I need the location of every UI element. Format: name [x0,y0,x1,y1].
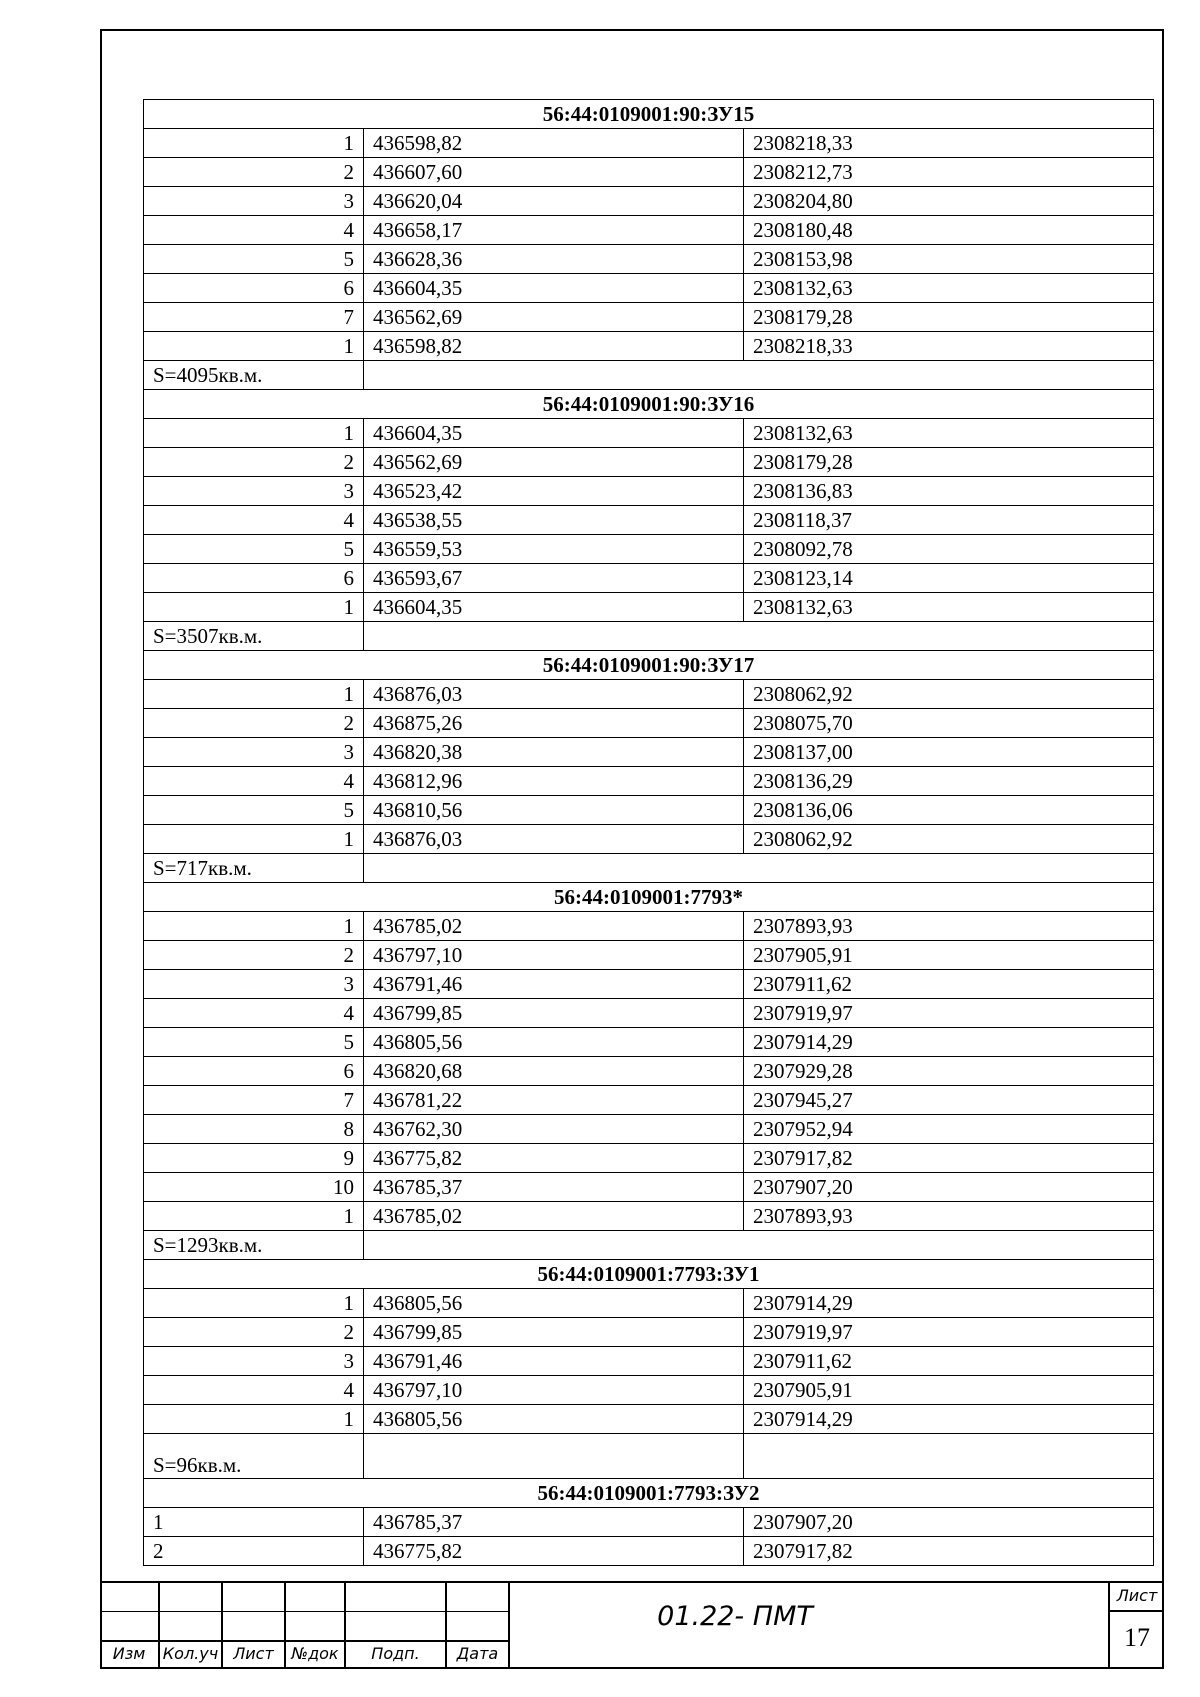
table-row [144,129,1154,158]
table-row [144,1057,1154,1086]
coord-x: 436805,56 [364,1028,744,1057]
parcel-id: 56:44:0109001:90:ЗУ17 [144,651,1154,680]
point-number: 5 [144,1028,364,1057]
point-number: 6 [144,274,364,303]
table-row [144,245,1154,274]
coord-y: 2308218,33 [744,332,1154,361]
coord-y: 2308075,70 [744,709,1154,738]
table-row [144,593,1154,622]
point-number: 1 [144,1405,364,1434]
coord-y: 2308136,83 [744,477,1154,506]
coord-y: 2307914,29 [744,1028,1154,1057]
point-number: 9 [144,1144,364,1173]
table-row [144,274,1154,303]
coord-y: 2308118,37 [744,506,1154,535]
point-number: 3 [144,738,364,767]
table-row [144,1318,1154,1347]
area-row [144,1434,1154,1479]
coord-x: 436876,03 [364,680,744,709]
point-number: 3 [144,970,364,999]
coord-x: 436812,96 [364,767,744,796]
label-data: Дата [456,1644,499,1663]
point-number: 1 [144,1202,364,1231]
coord-y: 2308062,92 [744,680,1154,709]
coord-x: 436805,56 [364,1405,744,1434]
coord-x: 436538,55 [364,506,744,535]
point-number: 5 [144,535,364,564]
coord-x: 436791,46 [364,970,744,999]
table-row [144,332,1154,361]
area-value: S=717кв.м. [144,854,364,883]
table-row [144,448,1154,477]
parcel-id: 56:44:0109001:90:ЗУ15 [144,100,1154,129]
point-number: 2 [144,1318,364,1347]
table-row [144,796,1154,825]
coord-y: 2307907,20 [744,1508,1154,1537]
table-row [144,738,1154,767]
label-kol-uch: Кол.уч [162,1644,219,1663]
point-number: 6 [144,564,364,593]
parcel-id: 56:44:0109001:7793* [144,883,1154,912]
coord-y: 2308136,29 [744,767,1154,796]
table-row [144,999,1154,1028]
table-row [144,1537,1154,1566]
area-row [144,1231,1154,1260]
coord-y: 2307952,94 [744,1115,1154,1144]
coord-y: 2308132,63 [744,593,1154,622]
coord-y: 2307914,29 [744,1405,1154,1434]
table-row [144,216,1154,245]
coord-y: 2307945,27 [744,1086,1154,1115]
table-row [144,303,1154,332]
coord-x: 436876,03 [364,825,744,854]
table-row [144,477,1154,506]
section-header-row [144,100,1154,129]
sheet-number: 17 [1124,1623,1150,1652]
point-number: 1 [144,680,364,709]
coord-x: 436805,56 [364,1289,744,1318]
empty-cell [364,361,1154,390]
table-row [144,506,1154,535]
point-number: 2 [144,448,364,477]
coord-x: 436785,02 [364,912,744,941]
coord-y: 2308132,63 [744,419,1154,448]
table-row [144,941,1154,970]
label-izm: Изм [112,1644,146,1663]
coord-y: 2307919,97 [744,999,1154,1028]
area-value: S=3507кв.м. [144,622,364,651]
area-value: S=4095кв.м. [144,361,364,390]
empty-cell [744,1434,1154,1479]
coord-x: 436799,85 [364,1318,744,1347]
coord-y: 2308179,28 [744,303,1154,332]
empty-cell [364,622,1154,651]
coord-x: 436875,26 [364,709,744,738]
point-number: 10 [144,1173,364,1202]
point-number: 2 [144,1537,364,1566]
coord-x: 436562,69 [364,448,744,477]
point-number: 3 [144,477,364,506]
area-value: S=96кв.м. [144,1434,364,1479]
coord-x: 436523,42 [364,477,744,506]
coord-y: 2308092,78 [744,535,1154,564]
coord-y: 2308137,00 [744,738,1154,767]
section-header-row [144,883,1154,912]
parcel-id: 56:44:0109001:7793:ЗУ1 [144,1260,1154,1289]
document-code: 01.22- ПМТ [657,1601,813,1632]
table-row [144,825,1154,854]
point-number: 1 [144,1508,364,1537]
coord-x: 436593,67 [364,564,744,593]
point-number: 4 [144,216,364,245]
coord-x: 436628,36 [364,245,744,274]
point-number: 1 [144,129,364,158]
label-list: Лист [233,1644,274,1663]
coord-y: 2308180,48 [744,216,1154,245]
table-row [144,1144,1154,1173]
point-number: 6 [144,1057,364,1086]
coord-x: 436598,82 [364,332,744,361]
coord-x: 436604,35 [364,593,744,622]
section-header-row [144,1479,1154,1508]
coord-y: 2307905,91 [744,941,1154,970]
table-row [144,1028,1154,1057]
point-number: 3 [144,1347,364,1376]
table-row [144,564,1154,593]
coord-y: 2308204,80 [744,187,1154,216]
coord-y: 2307929,28 [744,1057,1154,1086]
coord-y: 2307917,82 [744,1537,1154,1566]
table-row [144,1202,1154,1231]
empty-cell [364,854,1154,883]
area-row [144,854,1154,883]
coord-x: 436785,37 [364,1173,744,1202]
point-number: 1 [144,1289,364,1318]
point-number: 8 [144,1115,364,1144]
table-row [144,1347,1154,1376]
coord-y: 2307905,91 [744,1376,1154,1405]
coord-y: 2307911,62 [744,1347,1154,1376]
section-header-row [144,1260,1154,1289]
empty-cell [364,1434,744,1479]
coord-x: 436775,82 [364,1537,744,1566]
point-number: 4 [144,1376,364,1405]
point-number: 4 [144,506,364,535]
table-row [144,419,1154,448]
area-value: S=1293кв.м. [144,1231,364,1260]
point-number: 1 [144,912,364,941]
table-row [144,187,1154,216]
coord-x: 436620,04 [364,187,744,216]
coord-y: 2307893,93 [744,912,1154,941]
coord-x: 436658,17 [364,216,744,245]
coord-y: 2307919,97 [744,1318,1154,1347]
coord-x: 436604,35 [364,419,744,448]
parcel-id: 56:44:0109001:7793:ЗУ2 [144,1479,1154,1508]
coord-y: 2307914,29 [744,1289,1154,1318]
coord-x: 436797,10 [364,941,744,970]
coord-y: 2307907,20 [744,1173,1154,1202]
point-number: 2 [144,158,364,187]
coord-x: 436762,30 [364,1115,744,1144]
coord-y: 2308062,92 [744,825,1154,854]
point-number: 7 [144,1086,364,1115]
sheet-label: Лист [1116,1586,1158,1605]
section-header-row [144,651,1154,680]
table-row [144,1115,1154,1144]
point-number: 1 [144,419,364,448]
point-number: 2 [144,941,364,970]
coord-x: 436785,02 [364,1202,744,1231]
table-row [144,970,1154,999]
table-row [144,709,1154,738]
point-number: 3 [144,187,364,216]
coord-y: 2307911,62 [744,970,1154,999]
label-nomer-dok: №док [291,1644,339,1663]
area-row [144,361,1154,390]
coord-x: 436820,68 [364,1057,744,1086]
coord-x: 436559,53 [364,535,744,564]
point-number: 1 [144,825,364,854]
table-row [144,912,1154,941]
coord-x: 436781,22 [364,1086,744,1115]
coord-x: 436607,60 [364,158,744,187]
coord-x: 436775,82 [364,1144,744,1173]
coord-x: 436791,46 [364,1347,744,1376]
point-number: 5 [144,796,364,825]
coord-x: 436820,38 [364,738,744,767]
table-row [144,158,1154,187]
point-number: 1 [144,593,364,622]
table-row [144,1289,1154,1318]
coordinates-table [143,99,1154,1566]
table-row [144,1405,1154,1434]
parcel-id: 56:44:0109001:90:ЗУ16 [144,390,1154,419]
coord-x: 436797,10 [364,1376,744,1405]
coord-x: 436799,85 [364,999,744,1028]
section-header-row [144,390,1154,419]
point-number: 2 [144,709,364,738]
coord-x: 436810,56 [364,796,744,825]
area-row [144,622,1154,651]
title-block [100,1581,1164,1669]
coord-y: 2308179,28 [744,448,1154,477]
table-row [144,1173,1154,1202]
table-row [144,1376,1154,1405]
coord-y: 2307917,82 [744,1144,1154,1173]
coord-x: 436598,82 [364,129,744,158]
coord-y: 2308212,73 [744,158,1154,187]
coord-x: 436604,35 [364,274,744,303]
coord-y: 2308132,63 [744,274,1154,303]
empty-cell [364,1231,1154,1260]
point-number: 7 [144,303,364,332]
coord-x: 436562,69 [364,303,744,332]
coord-y: 2308123,14 [744,564,1154,593]
coord-y: 2307893,93 [744,1202,1154,1231]
table-row [144,535,1154,564]
coord-y: 2308136,06 [744,796,1154,825]
coord-y: 2308153,98 [744,245,1154,274]
label-podp: Подп. [371,1644,420,1663]
table-row [144,1508,1154,1537]
point-number: 1 [144,332,364,361]
point-number: 5 [144,245,364,274]
coord-x: 436785,37 [364,1508,744,1537]
table-row [144,680,1154,709]
point-number: 4 [144,767,364,796]
table-row [144,767,1154,796]
table-row [144,1086,1154,1115]
coord-y: 2308218,33 [744,129,1154,158]
point-number: 4 [144,999,364,1028]
